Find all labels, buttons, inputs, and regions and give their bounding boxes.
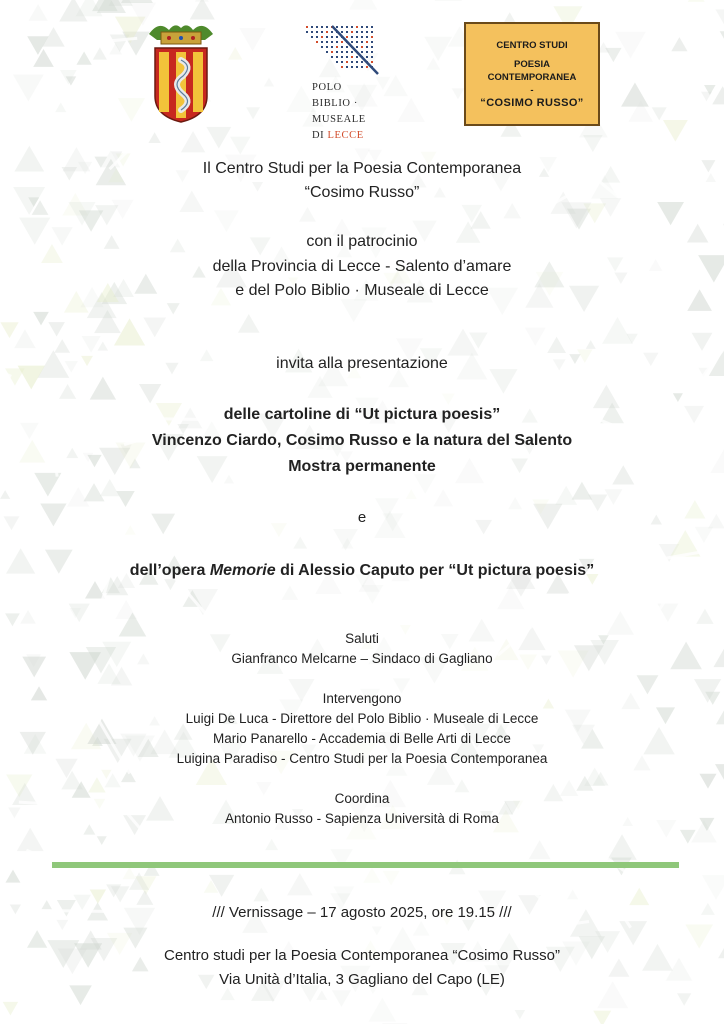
- patronage-line2: della Provincia di Lecce - Salento d’amare: [212, 258, 512, 275]
- moderator-line1: Antonio Russo - Sapienza Università di Roma: [225, 811, 499, 826]
- centro-line4: -: [530, 84, 534, 96]
- provincia-coat-of-arms: [145, 18, 217, 126]
- polo-line1: POLO: [312, 82, 342, 93]
- greetings-heading: Saluti: [345, 631, 379, 646]
- vernissage-line: /// Vernissage – 17 agosto 2025, ore 19.15 ///: [212, 904, 512, 921]
- dotted-grid-icon: [302, 24, 382, 78]
- polo-line3: DI LECCE: [312, 130, 364, 141]
- centro-line1: CENTRO STUDI: [496, 39, 568, 51]
- polo-biblio-museale-logo: [302, 24, 412, 141]
- moderator-heading: Coordina: [334, 791, 390, 806]
- centro-line5: “COSIMO RUSSO”: [480, 96, 584, 109]
- event1-line1: delle cartoline di “Ut pictura poesis”: [223, 406, 501, 423]
- event1-line2: Vincenzo Ciardo, Cosimo Russo e la natura del Salento: [151, 432, 573, 449]
- divider-rule: [52, 862, 679, 868]
- event2-title: dell’opera Memorie di Alessio Caputo per “Ut pictura poesis”: [129, 562, 595, 579]
- intro-line1: Il Centro Studi per la Poesia Contemporanea: [202, 160, 522, 177]
- polo-line2: BIBLIO · MUSEALE: [312, 98, 366, 125]
- conjunction: e: [357, 509, 367, 526]
- speakers-heading: Intervengono: [322, 691, 402, 706]
- centro-line3: CONTEMPORANEA: [487, 71, 577, 83]
- intro-line2: “Cosimo Russo”: [304, 184, 420, 201]
- venue-line2: Via Unità d’Italia, 3 Gagliano del Capo (LE): [219, 971, 505, 988]
- patronage-line3: e del Polo Biblio · Museale di Lecce: [235, 282, 489, 299]
- patronage-line1: con il patrocinio: [306, 233, 418, 250]
- centro-line2: POESIA: [514, 58, 550, 70]
- greetings-line1: Gianfranco Melcarne – Sindaco di Gagliano: [231, 651, 493, 666]
- speakers-line2: Mario Panarello - Accademia di Belle Arti di Lecce: [213, 731, 511, 746]
- invite-text: invita alla presentazione: [276, 355, 448, 372]
- coat-of-arms-icon: [145, 18, 217, 126]
- centro-studi-badge: [464, 22, 600, 126]
- event1-line3: Mostra permanente: [288, 458, 436, 475]
- venue-line1: Centro studi per la Poesia Contemporanea “Cosimo Russo”: [163, 947, 561, 964]
- speakers-line3: Luigina Paradiso - Centro Studi per la Poesia Contemporanea: [176, 751, 548, 766]
- speakers-line1: Luigi De Luca - Direttore del Polo Biblio · Museale di Lecce: [185, 711, 539, 726]
